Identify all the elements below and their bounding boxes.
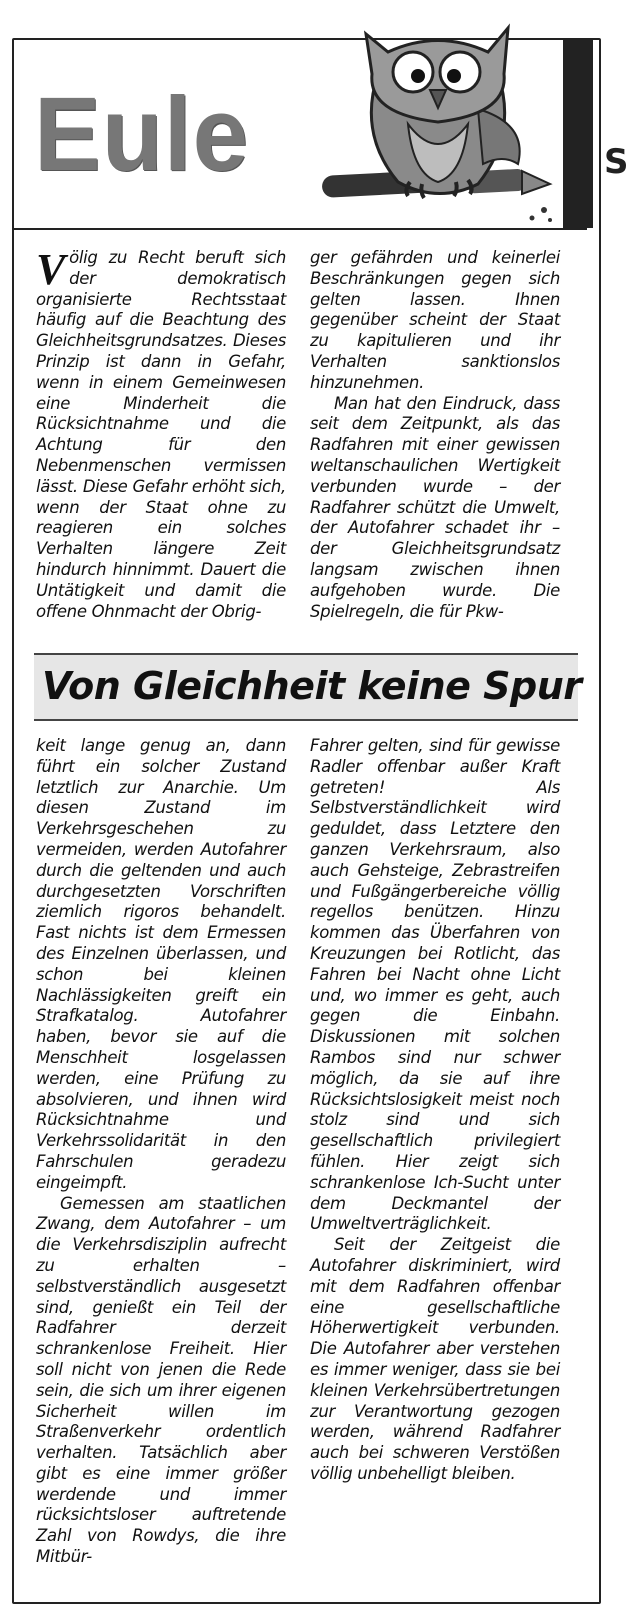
column-logo: Eule [34, 75, 250, 194]
headline: Von Gleichheit keine Spur [42, 664, 582, 708]
side-stripe [563, 38, 593, 228]
article-column-2 [310, 248, 560, 622]
drop-cap: V [36, 245, 66, 294]
paragraph: ger gefährden und keinerlei Beschränkungen gegen sich gelten lassen. Ihnen gegenüber scheint der Staat zu kapitulieren und ihr Verhalten sanktionslos hinzunehmen. [310, 248, 560, 392]
paragraph: Seit der Zeitgeist die Autofahrer diskriminiert, wird mit dem Radfahren offenbar eine gesellschaftliche Höherwertigkeit verbunden. Die Autofahrer aber verstehen es immer weniger, dass sie bei kleinen Verkehrsübertretungen zur Verantwortung gezogen werden, während Radfahrer auch bei schweren Verstößen völlig unbehelligt bleiben. [310, 1235, 560, 1483]
paragraph: keit lange genug an, dann führt ein solcher Zustand letztlich zur Anarchie. Um diesen Zustand im Verkehrsgeschehen zu vermeiden, werden Autofahrer durch die geltenden und auch durchgesetzten Vorschriften ziemlich rigoros behandelt. Fast nichts ist dem Ermessen des Einzelnen überlassen, und schon bei kleinen Nachlässigkeiten greift ein Strafkatalog. Autofahrer haben, bevor sie auf die Menschheit losgelassen werden, eine Prüfung zu absolvieren, und ihnen wird Rücksichtnahme und Verkehrssolidarität in den Fahrschulen geradezu eingeimpft. [36, 736, 286, 1192]
article-column-3 [36, 736, 286, 1568]
article-column-1 [36, 245, 286, 622]
paragraph: Man hat den Eindruck, dass seit dem Zeitpunkt, als das Radfahren mit einer gewissen weltanschaulichen Wertigkeit verbunden wurde – der Radfahrer schützt die Umwelt, der Autofahrer schadet ihr – der Gleichheitsgrundsatz langsam zwischen ihnen aufgehoben wurde. Die Spielregeln, die für Pkw- [310, 393, 560, 621]
article-column-4 [310, 736, 560, 1485]
edge-letter: S [604, 142, 629, 182]
paragraph: Fahrer gelten, sind für gewisse Radler offenbar außer Kraft getreten! Als Selbstverständlichkeit wird geduldet, dass Letztere den ganzen Verkehrsraum, also auch Gehsteige, Zebrastreifen und Fußgängerbereiche völlig regellos benützen. Hinzu kommen das Überfahren von Kreuzungen bei Rotlicht, das Fahren bei Nacht ohne Licht und, wo immer es geht, auch gegen die Einbahn. Diskussionen mit solchen Rambos sind nur schwer möglich, da sie auf ihre Rücksichtslosigkeit meist noch stolz sind und sich gesellschaftlich privilegiert fühlen. Hier zeigt sich schrankenlose Ich-Sucht unter dem Deckmantel der Umweltverträglichkeit. [310, 736, 560, 1234]
paragraph: Gemessen am staatlichen Zwang, dem Autofahrer – um die Verkehrsdisziplin aufrecht zu erhalten – selbstverständlich ausgesetzt sind, genießt ein Teil der Radfahrer derzeit schrankenlose Freiheit. Hier soll nicht von jenen die Rede sein, die sich um ihrer eigenen Sicherheit willen im Straßenverkehr ordentlich verhalten. Tatsächlich aber gibt es eine immer größer werdende und immer rücksichtsloser auftretende Zahl von Rowdys, die ihre Mitbür- [36, 1193, 286, 1567]
paragraph: ölig zu Recht beruft sich der demokratisch organisierte Rechtsstaat häufig auf die Beachtung des Gleichheitsgrundsatzes. Dieses Prinzip ist dann in Gefahr, wenn in einem Gemeinwesen eine Minderheit die Rücksichtnahme und die Achtung für den Nebenmenschen vermissen lässt. Diese Gefahr erhöht sich, wenn der Staat ohne zu reagieren ein solches Verhalten längere Zeit hindurch hinnimmt. Dauert die Untätigkeit und damit die offene Ohnmacht der Obrig- [36, 248, 286, 621]
headline-banner [34, 653, 582, 721]
owl-on-pen-icon [318, 14, 558, 226]
